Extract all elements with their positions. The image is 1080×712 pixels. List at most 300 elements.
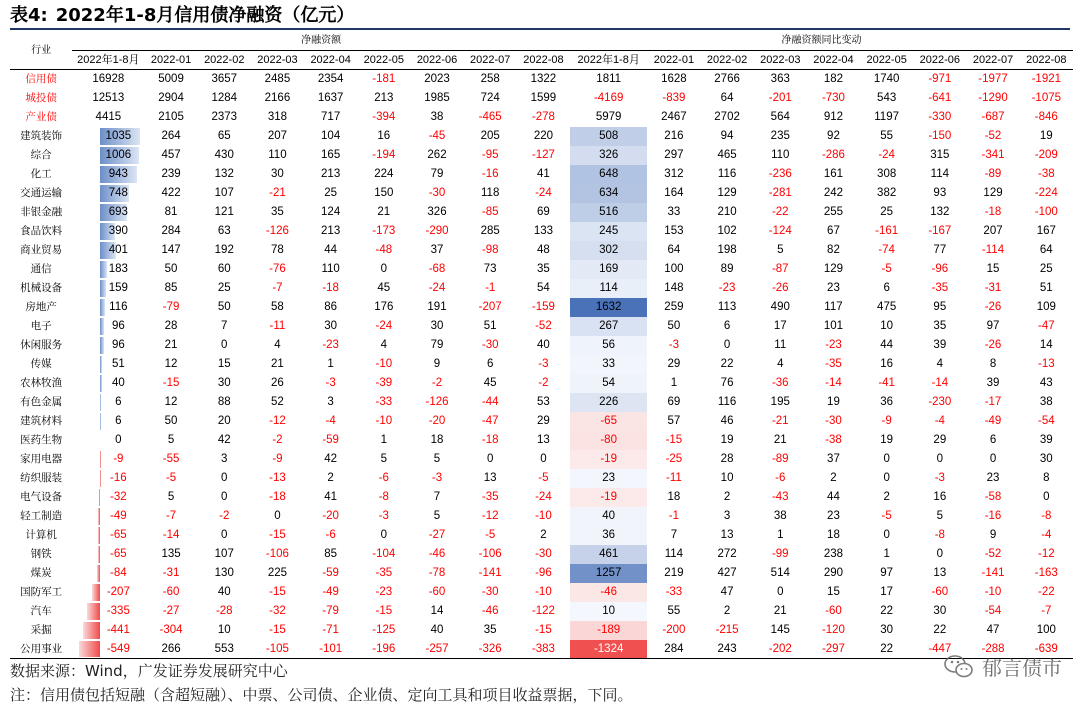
- yoy-change-cell: -3: [668, 339, 679, 351]
- yoy-change-cell: 30: [933, 605, 947, 617]
- yoy-change-cell: -150: [928, 130, 952, 142]
- yoy-change-cell: -21: [771, 415, 789, 427]
- net-financing-cell: -45: [428, 130, 446, 142]
- net-financing-cell: -30: [481, 339, 499, 351]
- yoy-change-cell: 22: [720, 358, 734, 370]
- yoy-change-cell: -202: [754, 640, 807, 659]
- net-financing-cell: 422: [161, 187, 181, 199]
- cell-value: -84: [110, 567, 127, 579]
- yoy-change-cell: -639: [1020, 640, 1073, 659]
- net-financing-cell: -1: [485, 282, 496, 294]
- yoy-change-cell: 198: [717, 244, 737, 256]
- wechat-icon: [944, 654, 974, 680]
- yoy-change-cell: -687: [981, 111, 1005, 123]
- ytd-yoy-heat-cell: 36: [570, 526, 647, 545]
- column-header: 2022-06: [913, 51, 966, 70]
- cell-value: 40: [111, 377, 125, 389]
- net-financing-cell: 4: [274, 339, 281, 351]
- yoy-change-cell: 427: [717, 567, 737, 579]
- yoy-change-cell: 16: [880, 358, 894, 370]
- ytd-yoy-heat-cell: -189: [570, 621, 647, 640]
- yoy-change-cell: -58: [984, 491, 1002, 503]
- yoy-change-cell: 19: [720, 434, 734, 446]
- yoy-change-cell: -288: [966, 640, 1019, 659]
- ytd-yoy-heat-cell: -65: [570, 412, 647, 431]
- yoy-change-cell: -330: [928, 111, 952, 123]
- yoy-change-cell: -35: [825, 358, 842, 370]
- yoy-change-cell: 1740: [873, 73, 900, 86]
- yoy-change-cell: 15: [986, 263, 1000, 275]
- net-financing-cell: -59: [322, 434, 339, 446]
- net-financing-cell: 110: [321, 263, 340, 275]
- cell-value: 183: [108, 263, 128, 275]
- cell-value: 943: [108, 168, 128, 180]
- yoy-change-cell: -4: [934, 415, 945, 427]
- yoy-change-cell: -224: [1034, 187, 1058, 199]
- cell-value: 401: [108, 244, 128, 256]
- net-financing-cell: 45: [483, 377, 497, 389]
- ytd-net-financing-bar-cell: [72, 355, 144, 374]
- yoy-change-cell: -167: [928, 225, 952, 237]
- net-financing-cell: 213: [374, 92, 394, 104]
- net-financing-cell: 4: [380, 339, 388, 351]
- yoy-change-cell: 259: [664, 301, 684, 313]
- net-financing-cell: 50: [217, 301, 231, 313]
- column-header: 2022-08: [1020, 51, 1073, 70]
- yoy-change-cell: 4: [777, 358, 784, 370]
- yoy-change-cell: -26: [771, 282, 789, 294]
- industry-name: 交通运输: [20, 187, 63, 199]
- table-row: [10, 184, 1073, 203]
- net-financing-cell: -24: [535, 491, 552, 503]
- net-financing-cell: 132: [214, 168, 234, 180]
- table-row: [10, 374, 1073, 393]
- table-label: 表4:: [10, 5, 48, 26]
- yoy-change-cell: 69: [667, 396, 681, 408]
- table-row: [10, 203, 1073, 222]
- net-financing-cell: 0: [221, 491, 228, 503]
- yoy-change-cell: 117: [824, 301, 843, 313]
- ytd-net-financing-bar-cell: [72, 431, 144, 450]
- yoy-change-cell: 1811: [596, 73, 622, 86]
- industry-name: 建筑材料: [20, 415, 63, 427]
- industry-name: 通信: [30, 263, 52, 275]
- yoy-change-cell: 101: [823, 320, 844, 332]
- net-financing-cell: 3: [221, 453, 228, 465]
- yoy-change-cell: 1: [670, 377, 678, 389]
- yoy-change-cell: 33: [667, 206, 681, 218]
- yoy-change-cell: -286: [821, 149, 845, 161]
- yoy-change-cell: 255: [823, 206, 844, 218]
- yoy-change-cell: 113: [717, 301, 737, 313]
- industry-name: 电气设备: [20, 491, 63, 503]
- industry-name: 轻工制造: [20, 510, 63, 522]
- net-financing-cell: -5: [538, 472, 549, 484]
- net-financing-cell: 553: [198, 640, 251, 659]
- net-financing-cell: 25: [324, 187, 338, 199]
- yoy-change-cell: 543: [877, 92, 897, 104]
- table-row: [10, 222, 1073, 241]
- net-financing-cell: 2105: [158, 111, 184, 123]
- definition-note: 注：信用债包括短融（含超短融）、中票、公司债、企业债、定向工具和项目收益票据，下同。: [10, 686, 633, 704]
- yoy-change-cell: -1: [668, 510, 679, 522]
- net-financing-cell: 213: [321, 225, 341, 237]
- net-financing-cell: -15: [162, 377, 180, 389]
- industry-name: 传媒: [30, 358, 52, 370]
- yoy-change-cell: 312: [664, 168, 684, 180]
- industry-name: 农林牧渔: [20, 377, 63, 389]
- yoy-change-cell: -52: [984, 130, 1002, 142]
- net-financing-cell: 85: [324, 548, 338, 560]
- yoy-change-cell: -26: [984, 339, 1002, 351]
- net-financing-cell: 1: [380, 434, 388, 446]
- net-financing-cell: 1: [327, 358, 334, 370]
- net-financing-cell: 86: [324, 301, 338, 313]
- net-financing-cell: 7: [221, 320, 228, 332]
- yoy-change-cell: 43: [1039, 377, 1053, 389]
- yoy-change-cell: -200: [662, 624, 686, 636]
- net-financing-cell: 37: [430, 244, 444, 256]
- yoy-change-cell: -38: [825, 434, 842, 446]
- industry-name: 产业债: [25, 111, 57, 123]
- net-financing-cell: 5: [433, 453, 441, 465]
- net-financing-cell: 318: [267, 111, 288, 123]
- ytd-yoy-heat-cell: 326: [570, 146, 647, 165]
- yoy-change-cell: -16: [984, 510, 1002, 522]
- yoy-change-cell: -36: [771, 377, 789, 389]
- net-financing-cell: -10: [535, 510, 552, 522]
- table-row: [10, 70, 1073, 89]
- ytd-yoy-heat-cell: -19: [570, 450, 647, 469]
- yoy-change-cell: -49: [984, 415, 1002, 427]
- yoy-change-cell: 100: [664, 263, 684, 275]
- yoy-change-cell: 28: [720, 453, 734, 465]
- yoy-change-cell: 44: [827, 491, 840, 503]
- net-financing-cell: 63: [217, 225, 231, 237]
- net-financing-cell: -85: [481, 206, 499, 218]
- ytd-yoy-heat-cell: 516: [570, 203, 647, 222]
- yoy-change-cell: 243: [700, 640, 753, 659]
- table-row: [10, 412, 1073, 431]
- column-header: 2022-03: [754, 51, 807, 70]
- cell-value: -65: [110, 529, 127, 541]
- yoy-change-cell: 114: [664, 548, 684, 560]
- industry-name: 采掘: [30, 624, 52, 636]
- ytd-net-financing-bar-cell: [72, 469, 144, 488]
- net-financing-cell: -6: [378, 472, 389, 484]
- net-financing-cell: 79: [430, 339, 444, 351]
- net-financing-cell: 130: [214, 567, 234, 579]
- yoy-change-cell: 0: [723, 339, 731, 351]
- yoy-change-cell: -31: [984, 282, 1002, 294]
- ytd-net-financing-bar-cell: [72, 545, 144, 564]
- net-financing-cell: 0: [274, 510, 281, 522]
- cell-value: 159: [108, 282, 128, 294]
- net-financing-cell: -7: [272, 282, 283, 294]
- net-financing-cell: 53: [537, 396, 550, 408]
- ytd-yoy-heat-cell: 226: [570, 393, 647, 412]
- ytd-yoy-heat-cell: -80: [570, 431, 647, 450]
- yoy-change-cell: -23: [718, 282, 736, 294]
- net-financing-cell: -98: [481, 244, 499, 256]
- yoy-change-cell: 39: [1039, 434, 1053, 446]
- industry-name: 家用电器: [20, 453, 63, 465]
- net-financing-cell: 30: [271, 168, 284, 180]
- net-financing-cell: 284: [161, 225, 181, 237]
- yoy-change-cell: 564: [770, 111, 790, 123]
- net-financing-cell: 124: [321, 206, 341, 218]
- net-financing-cell: -16: [481, 168, 499, 180]
- net-financing-cell: 213: [321, 168, 341, 180]
- net-financing-cell: 21: [377, 206, 391, 218]
- yoy-change-cell: 19: [880, 434, 894, 446]
- yoy-change-cell: -54: [1037, 415, 1055, 427]
- yoy-change-cell: -60: [825, 605, 842, 617]
- yoy-change-cell: 19: [827, 396, 840, 408]
- yoy-change-cell: -15: [665, 434, 683, 446]
- net-financing-cell: -14: [162, 529, 180, 541]
- yoy-change-cell: 5: [936, 510, 944, 522]
- yoy-change-cell: -201: [768, 92, 792, 104]
- yoy-change-cell: -13: [1037, 358, 1055, 370]
- net-financing-cell: 41: [324, 491, 338, 503]
- yoy-change-cell: -7: [1041, 605, 1052, 617]
- net-financing-cell: 2354: [317, 73, 344, 86]
- net-financing-cell: -3: [325, 377, 336, 389]
- net-financing-cell: 44: [324, 244, 338, 256]
- yoy-change-cell: -24: [878, 149, 895, 161]
- net-financing-cell: 285: [480, 225, 500, 237]
- net-financing-cell: 38: [430, 111, 444, 123]
- ytd-net-financing-bar-cell: [72, 640, 144, 659]
- net-financing-cell: -15: [535, 624, 552, 636]
- yoy-change-cell: -22: [1037, 586, 1055, 598]
- yoy-change-cell: -3: [934, 472, 945, 484]
- net-financing-cell: -8: [378, 491, 389, 503]
- yoy-change-cell: 30: [1039, 453, 1053, 465]
- industry-name: 综合: [30, 149, 52, 161]
- yoy-change-cell: 238: [823, 548, 844, 560]
- table-row: [10, 621, 1073, 640]
- cell-value: -65: [110, 548, 127, 560]
- ytd-yoy-heat-cell: 169: [570, 260, 647, 279]
- yoy-change-cell: -17: [984, 396, 1002, 408]
- yoy-change-cell: 315: [930, 149, 950, 161]
- net-financing-cell: -60: [428, 586, 446, 598]
- net-financing-cell: 2166: [264, 92, 291, 104]
- yoy-change-cell: 219: [664, 567, 684, 579]
- net-financing-cell: -10: [375, 358, 393, 370]
- net-financing-cell: 88: [217, 396, 231, 408]
- industry-name: 公用事业: [10, 640, 72, 659]
- cell-value: 748: [108, 187, 128, 199]
- net-financing-cell: 147: [161, 244, 181, 256]
- yoy-change-cell: 2: [723, 491, 731, 503]
- yoy-change-cell: -14: [825, 377, 842, 389]
- yoy-change-cell: 145: [770, 624, 790, 636]
- yoy-change-cell: 475: [877, 301, 897, 313]
- net-financing-cell: -126: [425, 396, 449, 408]
- data-source-note: 数据来源：Wind，广发证券发展研究中心: [10, 662, 288, 680]
- net-financing-cell: 150: [374, 187, 394, 199]
- yoy-change-cell: 0: [1043, 491, 1050, 503]
- ytd-net-financing-bar-cell: [72, 203, 144, 222]
- yoy-change-cell: -839: [662, 92, 686, 104]
- table-row: [10, 393, 1073, 412]
- yoy-change-cell: -141: [981, 567, 1005, 579]
- yoy-change-cell: 5979: [595, 111, 622, 123]
- cell-value: 1035: [105, 130, 132, 142]
- net-financing-cell: -105: [251, 640, 304, 659]
- yoy-change-cell: 89: [720, 263, 734, 275]
- net-financing-cell: -76: [269, 263, 286, 275]
- net-financing-cell: -196: [357, 640, 410, 659]
- net-financing-cell: -141: [478, 567, 502, 579]
- table-row: [10, 507, 1073, 526]
- yoy-change-cell: 55: [880, 130, 894, 142]
- net-financing-cell: -15: [269, 624, 286, 636]
- net-financing-cell: -55: [162, 453, 180, 465]
- net-financing-cell: -48: [375, 244, 393, 256]
- yoy-change-cell: 2: [723, 605, 731, 617]
- yoy-change-cell: 514: [770, 567, 790, 579]
- yoy-change-cell: 13: [933, 567, 947, 579]
- yoy-change-cell: -30: [825, 415, 842, 427]
- table-row: [10, 583, 1073, 602]
- net-financing-cell: -30: [481, 586, 499, 598]
- net-financing-cell: -5: [165, 472, 177, 484]
- yoy-change-cell: 195: [770, 396, 790, 408]
- ytd-net-financing-bar-cell: [72, 602, 144, 621]
- net-financing-cell: 52: [271, 396, 284, 408]
- net-financing-cell: -3: [538, 358, 549, 370]
- industry-name: 化工: [30, 168, 52, 180]
- yoy-change-cell: 23: [827, 510, 840, 522]
- net-financing-cell: 258: [480, 73, 500, 86]
- yoy-change-cell: 47: [986, 624, 1000, 636]
- net-financing-cell: 1322: [530, 73, 557, 86]
- net-financing-cell: 118: [481, 187, 500, 199]
- yoy-change-cell: -846: [1034, 111, 1058, 123]
- industry-name: 煤炭: [30, 567, 52, 579]
- column-header: 2022-05: [860, 51, 913, 70]
- net-financing-cell: -79: [322, 605, 339, 617]
- net-financing-cell: 0: [380, 529, 388, 541]
- yoy-change-cell: 10: [880, 320, 894, 332]
- yoy-change-cell: 25: [1039, 263, 1053, 275]
- yoy-change-cell: 21: [773, 434, 787, 446]
- net-financing-cell: 50: [164, 415, 178, 427]
- column-header: 2022年1-8月: [72, 51, 144, 70]
- net-financing-cell: -10: [535, 586, 552, 598]
- net-financing-cell: 224: [374, 168, 394, 180]
- yoy-change-cell: 284: [647, 640, 700, 659]
- cell-value: -335: [106, 605, 130, 617]
- yoy-change-cell: -35: [931, 282, 949, 294]
- net-financing-cell: 30: [217, 377, 231, 389]
- yoy-change-cell: 11: [774, 339, 787, 351]
- net-financing-cell: 266: [144, 640, 197, 659]
- ytd-yoy-heat-cell: 508: [570, 127, 647, 146]
- net-financing-cell: -13: [269, 472, 286, 484]
- ytd-yoy-heat-cell: 40: [570, 507, 647, 526]
- yoy-change-cell: -236: [768, 168, 792, 180]
- net-financing-cell: 14: [430, 605, 444, 617]
- net-financing-cell: -10: [375, 415, 393, 427]
- net-financing-cell: 40: [537, 339, 550, 351]
- net-financing-cell: -47: [481, 415, 499, 427]
- net-financing-cell: 2: [327, 472, 334, 484]
- net-financing-cell: 81: [164, 206, 178, 218]
- net-financing-cell: 165: [321, 149, 341, 161]
- ytd-net-financing-bar-cell: [72, 412, 144, 431]
- net-financing-yoy-group-header: 净融资额同比变动: [570, 32, 1073, 51]
- yoy-change-cell: -54: [984, 605, 1002, 617]
- net-financing-cell: -71: [322, 624, 339, 636]
- yoy-change-cell: 76: [720, 377, 734, 389]
- yoy-change-cell: 18: [827, 529, 840, 541]
- table-row: [10, 146, 1073, 165]
- yoy-change-cell: 912: [823, 111, 844, 123]
- yoy-change-cell: 308: [877, 168, 897, 180]
- ytd-yoy-heat-cell: 461: [570, 545, 647, 564]
- net-financing-cell: 0: [540, 453, 547, 465]
- ytd-net-financing-bar-cell: [72, 336, 144, 355]
- net-financing-cell: -194: [372, 149, 396, 161]
- yoy-change-cell: 116: [717, 396, 737, 408]
- yoy-change-cell: 164: [664, 187, 684, 199]
- net-financing-cell: 5009: [158, 73, 184, 86]
- net-financing-cell: 21: [164, 339, 178, 351]
- ytd-net-financing-bar-cell: [72, 127, 144, 146]
- net-financing-cell: -18: [481, 434, 499, 446]
- watermark-text: 郁言债市: [982, 656, 1062, 680]
- column-header: 2022年1-8月: [570, 51, 647, 70]
- yoy-change-cell: 67: [827, 225, 840, 237]
- net-financing-cell: 135: [161, 548, 181, 560]
- yoy-change-cell: -230: [928, 396, 952, 408]
- net-financing-cell: -24: [535, 187, 552, 199]
- net-financing-cell: 25: [217, 282, 231, 294]
- yoy-change-cell: 216: [664, 130, 684, 142]
- yoy-change-cell: -8: [934, 529, 945, 541]
- net-financing-cell: -125: [372, 624, 396, 636]
- yoy-change-cell: 17: [880, 586, 894, 598]
- net-financing-cell: 0: [486, 453, 494, 465]
- table-row: [10, 108, 1073, 127]
- yoy-change-cell: 46: [720, 415, 734, 427]
- net-financing-cell: -5: [485, 529, 496, 541]
- net-financing-cell: -106: [478, 548, 502, 560]
- yoy-change-cell: 44: [880, 339, 894, 351]
- net-financing-cell: 60: [217, 263, 231, 275]
- yoy-change-cell: 64: [667, 244, 681, 256]
- net-financing-cell: -18: [269, 491, 286, 503]
- ytd-yoy-heat-cell: -1324: [570, 640, 647, 659]
- yoy-change-cell: 47: [720, 586, 734, 598]
- net-financing-cell: 54: [537, 282, 550, 294]
- ytd-yoy-heat-cell: 33: [570, 355, 647, 374]
- ytd-net-financing-bar-cell: [72, 393, 144, 412]
- yoy-change-cell: 5: [777, 244, 784, 256]
- cell-value: 6: [115, 415, 122, 427]
- yoy-change-cell: 132: [930, 206, 950, 218]
- yoy-change-cell: 235: [770, 130, 790, 142]
- net-financing-cell: -2: [538, 377, 549, 389]
- yoy-change-cell: -281: [768, 187, 792, 199]
- ytd-yoy-heat-cell: 114: [570, 279, 647, 298]
- table-row: [10, 450, 1073, 469]
